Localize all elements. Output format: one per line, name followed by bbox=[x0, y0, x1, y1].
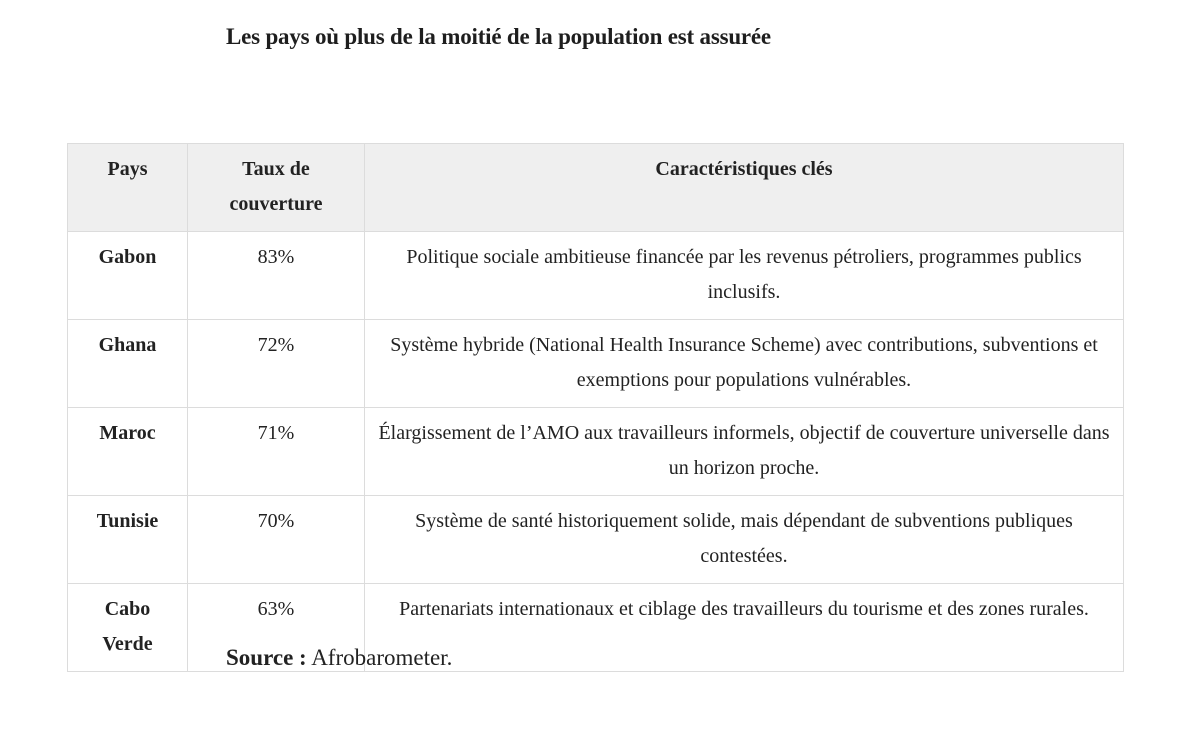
coverage-table-container bbox=[67, 143, 1123, 672]
country-cell: Tunisie bbox=[68, 496, 188, 584]
features-cell: Système hybride (National Health Insurance Scheme) avec contributions, subventions et exemptions pour populations vulnérables. bbox=[365, 320, 1124, 408]
country-cell: Gabon bbox=[68, 232, 188, 320]
table-row bbox=[68, 496, 1124, 584]
coverage-table bbox=[67, 143, 1124, 672]
source-value: Afrobarometer. bbox=[311, 645, 453, 670]
table-header-row bbox=[68, 144, 1124, 232]
header-key-features: Caractéristiques clés bbox=[365, 144, 1124, 232]
source-note bbox=[226, 645, 452, 671]
rate-cell: 71% bbox=[188, 408, 365, 496]
country-cell: Maroc bbox=[68, 408, 188, 496]
rate-cell: 83% bbox=[188, 232, 365, 320]
country-cell: Cabo Verde bbox=[68, 584, 188, 672]
header-country: Pays bbox=[68, 144, 188, 232]
features-cell: Système de santé historiquement solide, mais dépendant de subventions publiques contestées. bbox=[365, 496, 1124, 584]
table-row bbox=[68, 232, 1124, 320]
table-row bbox=[68, 320, 1124, 408]
table-row bbox=[68, 408, 1124, 496]
rate-cell: 70% bbox=[188, 496, 365, 584]
rate-cell: 63% bbox=[188, 584, 365, 672]
rate-cell: 72% bbox=[188, 320, 365, 408]
features-cell: Politique sociale ambitieuse financée par les revenus pétroliers, programmes publics inclusifs. bbox=[365, 232, 1124, 320]
header-coverage-rate: Taux de couverture bbox=[188, 144, 365, 232]
page-title: Les pays où plus de la moitié de la population est assurée bbox=[226, 24, 771, 49]
features-cell: Partenariats internationaux et ciblage des travailleurs du tourisme et des zones rurales. bbox=[365, 584, 1124, 672]
country-cell: Ghana bbox=[68, 320, 188, 408]
source-label: Source : bbox=[226, 645, 307, 670]
features-cell: Élargissement de l’AMO aux travailleurs informels, objectif de couverture universelle dans un horizon proche. bbox=[365, 408, 1124, 496]
